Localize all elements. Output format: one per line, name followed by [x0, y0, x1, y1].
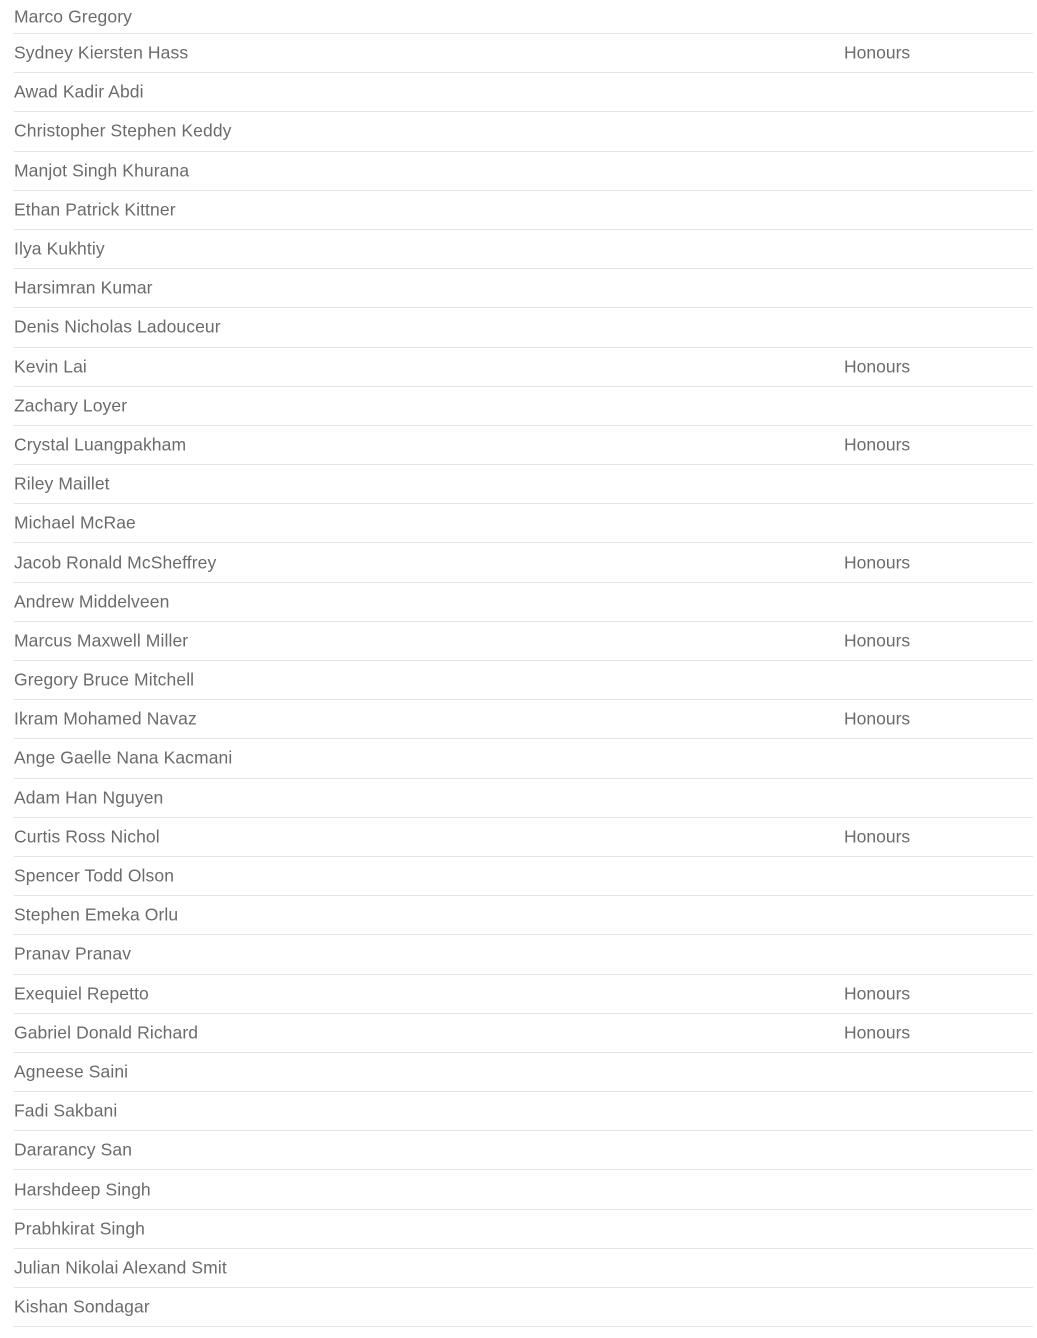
honours-label: Honours [844, 42, 911, 63]
graduate-name: Exequiel Repetto [14, 983, 149, 1004]
list-item [14, 661, 1033, 700]
list-item [14, 1053, 1033, 1092]
list-item [14, 465, 1033, 504]
graduate-name: Awad Kadir Abdi [14, 81, 144, 102]
honours-label: Honours [844, 552, 911, 573]
list-item [14, 387, 1033, 426]
list-item [14, 348, 1033, 387]
honours-label: Honours [844, 356, 911, 377]
list-item [14, 700, 1033, 739]
graduate-name: Agneese Saini [14, 1061, 129, 1082]
graduate-name: Sydney Kiersten Hass [14, 42, 189, 63]
honours-label: Honours [844, 826, 911, 847]
graduate-name: Prabhkirat Singh [14, 1218, 145, 1239]
list-item [14, 739, 1033, 778]
graduate-name: Kevin Lai [14, 356, 87, 377]
graduate-name: Zachary Loyer [14, 395, 128, 416]
honours-label: Honours [844, 983, 911, 1004]
list-item [14, 426, 1033, 465]
list-item [14, 1092, 1033, 1131]
graduate-name: Gregory Bruce Mitchell [14, 669, 195, 690]
graduate-list [14, 0, 1033, 1327]
list-item [14, 112, 1033, 151]
list-item [14, 935, 1033, 974]
graduate-name: Ikram Mohamed Navaz [14, 708, 197, 729]
honours-label: Honours [844, 708, 911, 729]
graduate-name: Christopher Stephen Keddy [14, 120, 232, 141]
graduate-name: Michael McRae [14, 512, 136, 533]
list-item [14, 73, 1033, 112]
list-item [14, 1170, 1033, 1209]
graduate-name: Harsimran Kumar [14, 277, 153, 298]
list-item [14, 308, 1033, 347]
graduate-name: Dararancy San [14, 1139, 133, 1160]
list-item [14, 504, 1033, 543]
list-item [14, 779, 1033, 818]
graduate-name: Spencer Todd Olson [14, 865, 175, 886]
graduate-name: Ange Gaelle Nana Kacmani [14, 747, 233, 768]
honours-label: Honours [844, 1022, 911, 1043]
list-item [14, 1131, 1033, 1170]
graduate-name: Ethan Patrick Kittner [14, 199, 176, 220]
graduate-name: Denis Nicholas Ladouceur [14, 316, 221, 337]
graduate-name: Kishan Sondagar [14, 1296, 150, 1317]
list-item [14, 896, 1033, 935]
list-item [14, 857, 1033, 896]
list-item [14, 543, 1033, 582]
graduate-name: Harshdeep Singh [14, 1179, 151, 1200]
graduate-name: Crystal Luangpakham [14, 434, 187, 455]
graduate-name: Jacob Ronald McSheffrey [14, 552, 217, 573]
graduate-name: Adam Han Nguyen [14, 787, 164, 808]
graduate-name: Marcus Maxwell Miller [14, 630, 189, 651]
list-item [14, 0, 1033, 34]
graduate-name: Manjot Singh Khurana [14, 160, 190, 181]
graduate-name: Marco Gregory [14, 6, 132, 26]
list-item [14, 152, 1033, 191]
list-item [14, 622, 1033, 661]
list-item [14, 34, 1033, 73]
list-item [14, 818, 1033, 857]
list-item [14, 1014, 1033, 1053]
list-item [14, 1249, 1033, 1288]
graduate-name: Gabriel Donald Richard [14, 1022, 199, 1043]
graduate-name: Andrew Middelveen [14, 591, 170, 612]
graduate-name: Julian Nikolai Alexand Smit [14, 1257, 227, 1278]
list-item [14, 1288, 1033, 1327]
graduate-name: Fadi Sakbani [14, 1100, 118, 1121]
list-item [14, 269, 1033, 308]
list-item [14, 1210, 1033, 1249]
list-item [14, 975, 1033, 1014]
graduate-name: Riley Maillet [14, 473, 110, 494]
graduate-name: Stephen Emeka Orlu [14, 904, 179, 925]
list-item [14, 583, 1033, 622]
honours-label: Honours [844, 630, 911, 651]
graduate-name: Ilya Kukhtiy [14, 238, 105, 259]
honours-label: Honours [844, 434, 911, 455]
graduate-name: Curtis Ross Nichol [14, 826, 160, 847]
graduate-name: Pranav Pranav [14, 943, 132, 964]
list-item [14, 230, 1033, 269]
list-item [14, 191, 1033, 230]
